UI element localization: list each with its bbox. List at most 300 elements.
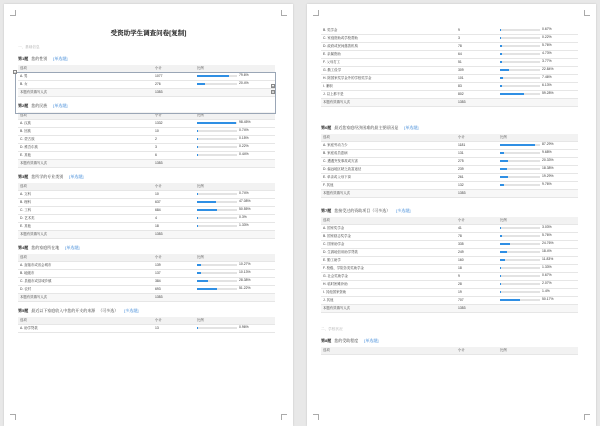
column-header-count: 小计	[153, 317, 195, 325]
table-row	[321, 174, 578, 182]
option-label: H. 除国家奖学金外的学校奖学金	[321, 75, 456, 83]
table-row	[18, 325, 275, 333]
footer-empty	[195, 160, 275, 168]
option-label: D. 政府或民间慈善机构	[321, 43, 456, 51]
ratio-percent: 47.08%	[239, 199, 251, 204]
section-header: 二、学校状况	[321, 327, 343, 331]
result-table	[321, 27, 578, 107]
option-count: 276	[153, 81, 195, 89]
footer-label: 本题有效填写人次	[321, 99, 456, 107]
ratio-bar	[500, 37, 540, 40]
option-count: 28	[456, 281, 498, 289]
ratio-percent: 0.74%	[239, 191, 249, 196]
ratio-bar-fill	[500, 267, 501, 270]
section-header: 一、基础信息	[18, 45, 40, 49]
ratio-bar-fill	[500, 45, 502, 48]
table-row	[321, 273, 578, 281]
footer-total: 1353	[153, 89, 195, 97]
option-count: 1077	[153, 73, 195, 81]
option-count: 19	[456, 289, 498, 297]
table-row	[321, 142, 578, 150]
ratio-bar-fill	[500, 93, 524, 96]
footer-empty	[195, 294, 275, 302]
ratio-bar	[197, 154, 237, 157]
ratio-percent: 7.46%	[542, 75, 552, 80]
question-title	[321, 125, 596, 131]
option-label: F. 父母打工	[321, 59, 456, 67]
ratio-bar-fill	[500, 283, 501, 286]
option-ratio	[498, 289, 578, 297]
option-label: A. 助学贷款	[18, 325, 153, 333]
question-number: 第7题	[321, 208, 332, 213]
option-count: 10	[153, 191, 195, 199]
question-number: 第8题	[321, 338, 332, 343]
footer-total: 1353	[153, 294, 195, 302]
option-count: 6	[153, 152, 195, 160]
ratio-bar	[197, 264, 237, 267]
table-row	[321, 182, 578, 190]
table-row	[18, 278, 275, 286]
question-type-tag[interactable]: [单选题]	[404, 125, 419, 130]
option-ratio	[195, 152, 275, 160]
result-table	[18, 254, 275, 302]
ratio-bar	[197, 122, 237, 125]
document-page-right	[307, 4, 596, 426]
option-label: F. 其他	[321, 182, 456, 190]
option-count: 684	[153, 207, 195, 215]
option-ratio	[498, 91, 578, 99]
option-count: 309	[456, 67, 498, 75]
option-count: 137	[153, 270, 195, 278]
ratio-bar	[197, 327, 237, 330]
option-label: B. 理科	[18, 199, 153, 207]
option-count: 131	[456, 150, 498, 158]
table-row	[321, 67, 578, 75]
ratio-bar-fill	[197, 264, 201, 267]
ratio-bar	[500, 61, 540, 64]
table-row	[321, 158, 578, 166]
column-header-option: 选项	[18, 65, 153, 73]
option-count: 3	[153, 144, 195, 152]
ratio-bar	[500, 144, 540, 147]
ratio-bar	[500, 45, 540, 48]
question-block	[4, 174, 293, 239]
ratio-bar-fill	[197, 280, 208, 283]
option-ratio	[498, 273, 578, 281]
table-row	[18, 191, 275, 199]
table-row	[321, 166, 578, 174]
option-ratio	[195, 128, 275, 136]
ratio-percent: 20.33%	[542, 158, 554, 163]
question-block	[4, 245, 293, 302]
footer-empty	[498, 190, 578, 198]
option-ratio	[498, 297, 578, 305]
question-type-tag[interactable]: [单选题]	[69, 174, 84, 179]
ratio-bar-fill	[197, 272, 201, 275]
option-count: 1181	[456, 142, 498, 150]
ratio-percent: 98.45%	[239, 120, 251, 125]
footer-empty	[498, 305, 578, 313]
question-block	[307, 338, 596, 355]
table-row	[18, 207, 275, 215]
ratio-bar	[197, 280, 237, 283]
ratio-percent: 5.76%	[542, 43, 552, 48]
ratio-bar	[500, 184, 540, 187]
ratio-percent: 1.33%	[542, 265, 552, 270]
ratio-percent: 0.22%	[542, 35, 552, 40]
option-label: E. 其他	[18, 223, 153, 231]
option-ratio	[195, 144, 275, 152]
option-label: A. 直辖市或省会城市	[18, 262, 153, 270]
column-header-ratio: 比例	[195, 254, 275, 262]
option-count: 18	[456, 265, 498, 273]
ratio-bar	[500, 267, 540, 270]
option-ratio	[498, 265, 578, 273]
option-label: E. 勤工助学	[321, 257, 456, 265]
ratio-bar	[197, 288, 237, 291]
ratio-bar	[500, 251, 540, 254]
table-row	[18, 262, 275, 270]
column-header-ratio: 比例	[195, 112, 275, 120]
option-label: D. 艺术类	[18, 215, 153, 223]
table-row	[321, 265, 578, 273]
ratio-bar	[500, 168, 540, 171]
ratio-percent: 1.4%	[542, 289, 550, 294]
option-count: 1332	[153, 120, 195, 128]
table-row	[18, 144, 275, 152]
column-header-option: 选项	[321, 134, 456, 142]
ratio-percent: 22.84%	[542, 67, 554, 72]
question-extra: （可多选）	[98, 308, 119, 313]
ratio-percent: 1.33%	[239, 223, 249, 228]
footer-label: 本题有效填写人次	[18, 160, 153, 168]
question-number: 第6题	[321, 125, 332, 130]
option-count: 13	[153, 325, 195, 333]
option-label: H. 临时困难补助	[321, 281, 456, 289]
question-number: 第1题	[18, 56, 29, 61]
option-count: 41	[456, 225, 498, 233]
ratio-percent: 50.55%	[239, 207, 251, 212]
question-type-tag[interactable]: [单选题]	[364, 338, 379, 343]
table-resize-handle[interactable]: ▴	[272, 84, 274, 88]
ratio-bar-fill	[500, 77, 503, 80]
ratio-bar	[197, 201, 237, 204]
corner-mark	[10, 414, 16, 420]
option-count: 693	[153, 286, 195, 294]
ratio-bar-fill	[500, 243, 510, 246]
result-table	[18, 112, 275, 168]
table-resize-handle[interactable]: ▾	[272, 90, 274, 94]
table-row	[18, 128, 275, 136]
table-row	[321, 281, 578, 289]
corner-mark	[584, 414, 590, 420]
ratio-percent: 2.07%	[542, 281, 552, 286]
question-text: 最近以下家庭收入中您的开支的来源	[31, 308, 96, 313]
column-header-option: 选项	[321, 217, 456, 225]
option-label: D. 维吾尔族	[18, 144, 153, 152]
table-row	[321, 249, 578, 257]
ratio-bar-fill	[500, 69, 509, 72]
column-header-option: 选项	[18, 112, 153, 120]
ratio-bar-fill	[197, 201, 216, 204]
ratio-bar	[197, 193, 237, 196]
table-row	[18, 286, 275, 294]
question-type-tag[interactable]: [多选题]	[124, 308, 139, 313]
ratio-bar-fill	[197, 122, 236, 125]
column-header-count: 小计	[153, 112, 195, 120]
ratio-bar-fill	[500, 176, 508, 179]
ratio-percent: 0.74%	[239, 128, 249, 133]
question-block	[307, 125, 596, 198]
ratio-percent: 0.96%	[239, 325, 249, 330]
option-ratio	[195, 199, 275, 207]
question-continuation	[307, 27, 596, 107]
ratio-percent: 9.68%	[542, 150, 552, 155]
table-header-row	[321, 347, 578, 355]
option-label: E. 单亲或父母下岗	[321, 174, 456, 182]
corner-mark	[584, 10, 590, 16]
option-label: B. 回族	[18, 128, 153, 136]
option-ratio	[498, 257, 578, 265]
ratio-bar	[500, 176, 540, 179]
option-label: B. 奖学金	[321, 27, 456, 35]
option-count: 4	[153, 215, 195, 223]
ratio-bar	[197, 130, 237, 133]
option-count: 261	[456, 174, 498, 182]
ratio-bar-fill	[197, 209, 217, 212]
ratio-percent: 0.67%	[542, 27, 552, 32]
ratio-bar-fill	[197, 288, 217, 291]
option-label: C. 县级市或县城乡镇	[18, 278, 153, 286]
question-text: 您所学的专业类别	[31, 174, 64, 179]
table-header-row	[18, 183, 275, 191]
option-ratio	[498, 83, 578, 91]
ratio-bar	[500, 77, 540, 80]
question-text: 您的民族	[31, 103, 48, 108]
ratio-bar	[500, 235, 540, 238]
ratio-bar	[197, 146, 237, 149]
table-footer-row	[321, 305, 578, 313]
result-table	[18, 183, 275, 239]
table-header-row	[18, 317, 275, 325]
ratio-percent: 10.27%	[239, 262, 251, 267]
ratio-bar	[500, 29, 540, 32]
question-text: 您接受过的资助项目（可多选）	[334, 208, 391, 213]
column-header-ratio: 比例	[498, 347, 578, 355]
option-count: 239	[456, 166, 498, 174]
footer-total: 1353	[153, 231, 195, 239]
ratio-percent: 51.22%	[239, 286, 251, 291]
footer-label: 本题有效填写人次	[321, 190, 456, 198]
table-header-row	[18, 254, 275, 262]
option-label: I. 兼职	[321, 83, 456, 91]
option-ratio	[498, 166, 578, 174]
ratio-bar	[500, 259, 540, 262]
question-title	[18, 245, 293, 251]
ratio-bar	[500, 152, 540, 155]
option-ratio	[195, 270, 275, 278]
ratio-percent: 5.76%	[542, 233, 552, 238]
footer-label: 本题有效填写人次	[18, 294, 153, 302]
ratio-percent: 9.76%	[542, 182, 552, 187]
ratio-bar	[500, 275, 540, 278]
option-label: J. 其他	[321, 297, 456, 305]
ratio-bar	[500, 283, 540, 286]
ratio-bar	[197, 272, 237, 275]
option-count: 83	[456, 83, 498, 91]
option-label: A. 家庭劳动力少	[321, 142, 456, 150]
table-footer-row	[321, 190, 578, 198]
ratio-percent: 3.03%	[542, 225, 552, 230]
ratio-bar-fill	[500, 291, 501, 294]
option-label: C. 遭遇突发事故或灾害	[321, 158, 456, 166]
question-text: 您的受助程度	[334, 338, 359, 343]
option-count: 3	[456, 35, 498, 43]
option-count: 10	[153, 128, 195, 136]
ratio-bar	[500, 160, 540, 163]
ratio-percent: 6.13%	[542, 83, 552, 88]
table-row	[321, 75, 578, 83]
option-label: J. 以上都不是	[321, 91, 456, 99]
option-ratio	[498, 35, 578, 43]
corner-mark	[281, 414, 287, 420]
footer-total: 1353	[456, 190, 498, 198]
option-count: 384	[153, 278, 195, 286]
option-ratio	[195, 120, 275, 128]
column-header-count: 小计	[456, 347, 498, 355]
option-ratio	[195, 215, 275, 223]
ratio-bar-fill	[500, 184, 504, 187]
option-ratio	[195, 325, 275, 333]
ratio-bar	[500, 243, 540, 246]
corner-mark	[313, 414, 319, 420]
option-ratio	[498, 150, 578, 158]
table-row	[321, 257, 578, 265]
option-count: 139	[153, 262, 195, 270]
ratio-bar	[500, 227, 540, 230]
question-block	[4, 308, 293, 333]
table-row	[18, 215, 275, 223]
question-text: 您的家庭所在地	[31, 245, 60, 250]
option-label: B. 国家励志奖学金	[321, 233, 456, 241]
option-ratio	[195, 191, 275, 199]
question-block	[307, 208, 596, 313]
option-ratio	[498, 158, 578, 166]
option-count: 78	[456, 233, 498, 241]
option-count: 160	[456, 257, 498, 265]
option-ratio	[195, 262, 275, 270]
option-count: 78	[456, 43, 498, 51]
option-label: I. 其他国家资助	[321, 289, 456, 297]
option-count: 249	[456, 249, 498, 257]
option-ratio	[498, 75, 578, 83]
ratio-percent: 79.6%	[239, 73, 249, 78]
ratio-bar-fill	[500, 168, 507, 171]
option-count: 2	[153, 136, 195, 144]
table-row	[321, 43, 578, 51]
ratio-bar	[197, 209, 237, 212]
table-row	[321, 241, 578, 249]
option-ratio	[195, 223, 275, 231]
ratio-bar	[500, 299, 540, 302]
column-header-option: 选项	[321, 347, 456, 355]
option-count: 64	[456, 51, 498, 59]
result-table	[321, 217, 578, 313]
ratio-bar-fill	[500, 251, 507, 254]
ratio-bar-fill	[197, 225, 198, 228]
option-ratio	[498, 281, 578, 289]
question-title	[18, 308, 293, 314]
option-label: A. 汉族	[18, 120, 153, 128]
table-row	[321, 27, 578, 35]
option-count: 802	[456, 91, 498, 99]
table-row	[321, 91, 578, 99]
question-type-tag[interactable]: [单选题]	[53, 103, 68, 108]
option-ratio	[498, 51, 578, 59]
table-move-handle[interactable]: +	[14, 70, 16, 74]
question-text: 您的性别	[31, 56, 48, 61]
ratio-bar	[500, 291, 540, 294]
table-row	[321, 150, 578, 158]
option-ratio	[498, 142, 578, 150]
ratio-percent: 28.38%	[239, 278, 251, 283]
footer-total: 1353	[153, 160, 195, 168]
result-table	[18, 317, 275, 333]
ratio-bar	[197, 138, 237, 141]
option-ratio	[498, 241, 578, 249]
option-count: 9	[456, 27, 498, 35]
option-label: E. 亲属资助	[321, 51, 456, 59]
ratio-bar	[500, 93, 540, 96]
ratio-percent: 0.22%	[239, 144, 249, 149]
ratio-bar-fill	[500, 53, 502, 56]
footer-total: 1353	[456, 305, 498, 313]
table-row	[321, 51, 578, 59]
column-header-option: 选项	[18, 183, 153, 191]
corner-mark	[313, 10, 319, 16]
footer-empty	[195, 231, 275, 239]
option-label: C. 蒙古族	[18, 136, 153, 144]
question-type-tag[interactable]: [多选题]	[396, 208, 411, 213]
table-selection-frame[interactable]	[15, 72, 276, 114]
ratio-percent: 0.3%	[239, 215, 247, 220]
column-header-count: 小计	[153, 254, 195, 262]
table-row	[321, 233, 578, 241]
table-row	[18, 223, 275, 231]
table-row	[321, 35, 578, 43]
option-ratio	[498, 225, 578, 233]
ratio-percent: 59.28%	[542, 91, 554, 96]
option-label: D. 农村	[18, 286, 153, 294]
column-header-ratio: 比例	[195, 183, 275, 191]
table-row	[18, 136, 275, 144]
column-header-count: 小计	[456, 217, 498, 225]
question-text: 最近您家庭经济困难的最主要原因是	[334, 125, 399, 130]
question-type-tag[interactable]: [单选题]	[53, 56, 68, 61]
footer-label: 本题有效填写人次	[18, 89, 153, 97]
ratio-percent: 24.76%	[542, 241, 554, 246]
option-label: G. 社会奖助学金	[321, 273, 456, 281]
question-type-tag[interactable]: [单选题]	[65, 245, 80, 250]
column-header-ratio: 比例	[498, 217, 578, 225]
option-label: B. 家庭成员患病	[321, 150, 456, 158]
option-label: F. 校级、学院各类奖助学金	[321, 265, 456, 273]
column-header-ratio: 比例	[498, 134, 578, 142]
ratio-percent: 3.77%	[542, 59, 552, 64]
question-title	[18, 174, 293, 180]
table-row	[321, 225, 578, 233]
ratio-percent: 18.4%	[542, 249, 552, 254]
